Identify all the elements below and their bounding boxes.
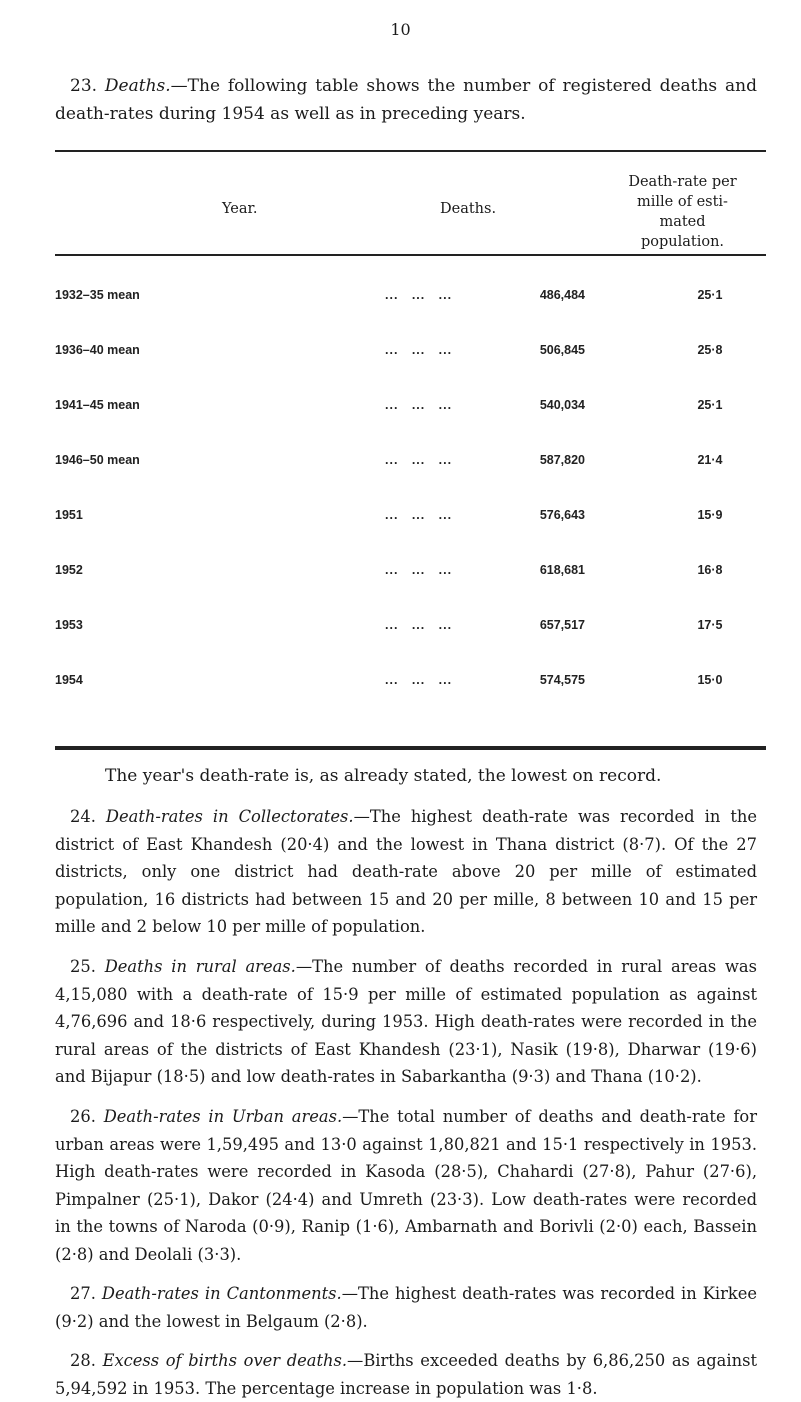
death-rate-cell: 25·1	[697, 398, 723, 412]
table-row	[55, 508, 766, 530]
death-rate-cell: 21·4	[697, 453, 723, 467]
table-row	[55, 453, 766, 475]
section-heading: Death-rates in Urban areas.	[103, 1107, 343, 1126]
deaths-cell: 540,034	[539, 398, 585, 412]
leader-dots: ... ... ...	[385, 343, 453, 357]
section-heading: Death-rates in Collectorates.	[105, 807, 354, 826]
after-table-text: The year's death-rate is, as already stated, the lowest on record.	[105, 766, 662, 786]
section-text: —The highest death-rates was recorded in Kirkee (9·2) and the lowest in Belgaum (2·8).	[55, 1284, 757, 1331]
section-28	[55, 1347, 757, 1402]
leader-dots: ... ... ...	[385, 563, 453, 577]
header-rate-line: Death-rate per	[628, 174, 737, 190]
section-heading: Deaths in rural areas.	[104, 957, 296, 976]
year-cell: 1946–50 mean	[55, 453, 140, 467]
year-cell: 1941–45 mean	[55, 398, 140, 412]
year-cell: 1954	[55, 673, 83, 687]
deaths-cell: 574,575	[539, 673, 585, 687]
table-row	[55, 398, 766, 420]
section-text: —The highest death-rate was recorded in the district of East Khandesh (20·4) and the lowest in Thana district (8·7). Of the 27 districts, only one district had death-rate above 20 per mille of estimated population, 16 districts had between 15 and 20 per mille, 8 between 10 and 15 per mille and 2 below 10 per mille of population.	[55, 807, 757, 936]
table-row	[55, 563, 766, 585]
death-rate-cell: 16·8	[697, 563, 723, 577]
section-25	[55, 953, 757, 1091]
header-rate-line: mille of esti-	[637, 194, 728, 210]
header-rate-line: mated	[659, 214, 706, 230]
leader-dots: ... ... ...	[385, 288, 453, 302]
year-cell: 1936–40 mean	[55, 343, 140, 357]
deaths-cell: 576,643	[539, 508, 585, 522]
deaths-cell: 618,681	[539, 563, 585, 577]
section-heading: Excess of births over deaths.	[102, 1351, 348, 1370]
section-text: —The total number of deaths and death-rate for urban areas were 1,59,495 and 13·0 against 1,80,821 and 15·1 respectively in 1953. High death-rates were recorded in Kasoda (28·5), Chahardi (27·8), Pahur (27·6), Pimpalner (25·1), Dakor (24·4) and Umreth (23·3). Low death-rates were recorded in the towns of Naroda (0·9), Ranip (1·6), Ambarnath and Borivli (2·0) each, Bassein (2·8) and Deolali (3·3).	[55, 1107, 757, 1264]
leader-dots: ... ... ...	[385, 453, 453, 467]
header-rule	[55, 254, 766, 256]
intro-paragraph	[55, 72, 757, 129]
section-24	[55, 803, 757, 941]
leader-dots: ... ... ...	[385, 508, 453, 522]
section-text: —The following table shows the number of registered deaths and death-rates during 1954 as well as in preceding years.	[55, 76, 757, 125]
section-number: 25.	[70, 957, 96, 976]
death-rate-cell: 25·8	[697, 343, 723, 357]
section-27	[55, 1280, 757, 1335]
death-rate-cell: 25·1	[697, 288, 723, 302]
death-rate-cell: 15·0	[697, 673, 723, 687]
year-cell: 1953	[55, 618, 83, 632]
table-row	[55, 673, 766, 695]
section-number: 23.	[70, 76, 98, 96]
table-bottom-rule	[55, 746, 766, 750]
section-number: 26.	[70, 1107, 96, 1126]
deaths-cell: 486,484	[539, 288, 585, 302]
section-number: 27.	[70, 1284, 96, 1303]
section-text: —The number of deaths recorded in rural areas was 4,15,080 with a death-rate of 15·9 per mille of estimated population as against 4,76,696 and 18·6 respectively, during 1953. High death-rates were recorded in the rural areas of the districts of East Khandesh (23·1), Nasik (19·8), Dharwar (19·6) and Bijapur (18·5) and low death-rates in Sabarkantha (9·3) and Thana (10·2).	[55, 957, 757, 1086]
header-deaths: Deaths.	[440, 201, 497, 217]
page-number: 10	[390, 20, 411, 39]
leader-dots: ... ... ...	[385, 673, 453, 687]
year-cell: 1952	[55, 563, 83, 577]
deaths-cell: 506,845	[539, 343, 585, 357]
year-cell: 1932–35 mean	[55, 288, 140, 302]
section-heading: Deaths.	[104, 76, 171, 96]
section-text: —Births exceeded deaths by 6,86,250 as against 5,94,592 in 1953. The percentage increase in population was 1·8.	[55, 1351, 757, 1398]
deaths-cell: 587,820	[539, 453, 585, 467]
section-number: 28.	[70, 1351, 96, 1370]
table-row	[55, 618, 766, 640]
year-cell: 1951	[55, 508, 83, 522]
section-26	[55, 1103, 757, 1268]
deaths-cell: 657,517	[539, 618, 585, 632]
table-row	[55, 288, 766, 310]
death-rate-cell: 15·9	[697, 508, 723, 522]
section-heading: Death-rates in Cantonments.	[101, 1284, 342, 1303]
header-rate-line: population.	[640, 234, 725, 250]
section-number: 24.	[70, 807, 96, 826]
header-death-rate	[600, 172, 765, 252]
table-top-rule	[55, 150, 766, 152]
leader-dots: ... ... ...	[385, 398, 453, 412]
leader-dots: ... ... ...	[385, 618, 453, 632]
table-row	[55, 343, 766, 365]
header-year: Year.	[222, 201, 258, 217]
death-rate-cell: 17·5	[697, 618, 723, 632]
